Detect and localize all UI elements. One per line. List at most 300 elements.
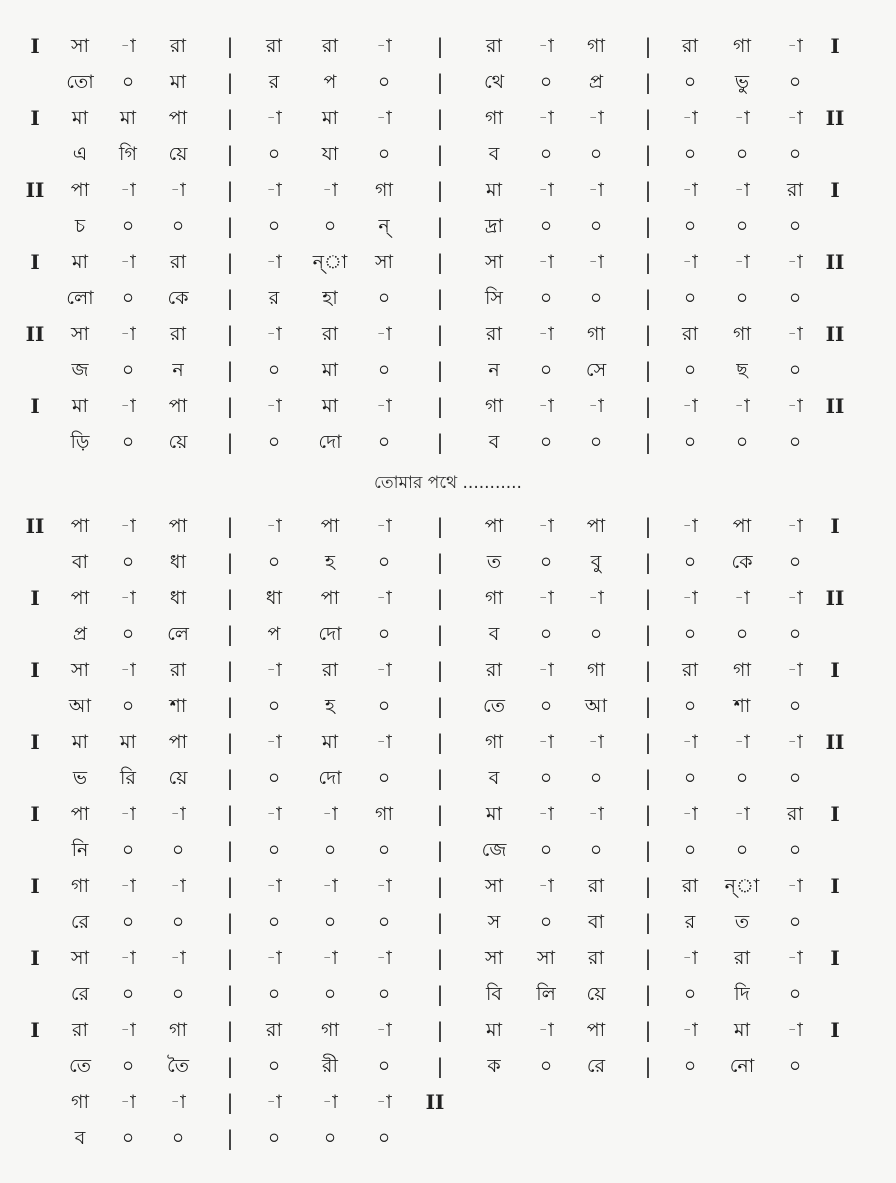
swara-note: মা: [321, 107, 339, 129]
lyric-syllable: ০: [539, 551, 553, 573]
swara-note: গা: [321, 1019, 339, 1041]
swara-note: -া: [120, 1019, 136, 1041]
swara-note: -া: [376, 731, 392, 753]
lyric-syllable: লো: [66, 287, 94, 309]
lyric-syllable: বা: [71, 551, 89, 573]
start-barline-mark: I: [30, 730, 40, 754]
swara-note: মা: [119, 731, 137, 753]
lyric-syllable: রী: [322, 1055, 338, 1077]
swara-note: গা: [375, 803, 393, 825]
swara-note: -া: [682, 731, 698, 753]
beat-divider: |: [226, 622, 234, 646]
lyric-syllable: ০: [377, 551, 391, 573]
swara-note: -া: [266, 731, 282, 753]
swara-note: -া: [538, 515, 554, 537]
lyric-syllable: থে: [483, 71, 504, 93]
beat-divider: |: [644, 838, 652, 862]
lyric-syllable: ০: [788, 695, 802, 717]
end-barline-mark: I: [830, 802, 840, 826]
swara-note: -া: [787, 515, 803, 537]
beat-divider: |: [644, 1018, 652, 1042]
swara-note: মা: [321, 731, 339, 753]
swara-note: রা: [734, 947, 750, 969]
beat-divider: |: [436, 106, 444, 130]
start-barline-mark: I: [30, 658, 40, 682]
beat-divider: |: [436, 802, 444, 826]
lyric-syllable: ০: [121, 1127, 135, 1149]
swara-note: -া: [538, 107, 554, 129]
beat-divider: |: [226, 106, 234, 130]
lyric-syllable: ০: [121, 359, 135, 381]
lyric-syllable: ০: [267, 143, 281, 165]
swara-note: -া: [322, 947, 338, 969]
swara-note: -া: [120, 251, 136, 273]
swara-note: -া: [734, 731, 750, 753]
swara-note: পা: [168, 107, 188, 129]
beat-divider: |: [644, 586, 652, 610]
lyric-line: [0, 976, 896, 1012]
notation-line: [0, 1012, 896, 1048]
beat-divider: |: [644, 694, 652, 718]
beat-divider: |: [226, 586, 234, 610]
lyric-syllable: ০: [589, 431, 603, 453]
lyric-syllable: ০: [377, 623, 391, 645]
lyric-syllable: ০: [735, 287, 749, 309]
swara-note: গা: [375, 179, 393, 201]
beat-divider: |: [226, 394, 234, 418]
lyric-syllable: ০: [589, 143, 603, 165]
swara-note: -া: [538, 395, 554, 417]
lyric-syllable: ভ: [72, 767, 88, 789]
beat-divider: |: [436, 694, 444, 718]
swara-note: -া: [588, 251, 604, 273]
section-heading: তোমার পথে ...........: [374, 473, 522, 493]
swara-note: মা: [71, 107, 89, 129]
end-barline-mark: II: [825, 322, 845, 346]
lyric-syllable: রে: [70, 911, 90, 933]
lyric-syllable: ০: [323, 1127, 337, 1149]
beat-divider: |: [644, 1054, 652, 1078]
swara-note: সা: [536, 947, 556, 969]
beat-divider: |: [644, 730, 652, 754]
swara-note: -া: [787, 587, 803, 609]
beat-divider: |: [436, 70, 444, 94]
lyric-syllable: ০: [121, 623, 135, 645]
beat-divider: |: [226, 250, 234, 274]
lyric-syllable: ড়ি: [70, 431, 90, 453]
beat-divider: |: [436, 838, 444, 862]
beat-divider: |: [436, 358, 444, 382]
lyric-syllable: রে: [586, 1055, 606, 1077]
swara-note: সা: [70, 659, 90, 681]
swara-note: -া: [266, 875, 282, 897]
start-barline-mark: I: [30, 250, 40, 274]
swara-note: -া: [787, 875, 803, 897]
lyric-syllable: ০: [539, 1055, 553, 1077]
lyric-syllable: ০: [788, 287, 802, 309]
beat-divider: |: [644, 982, 652, 1006]
lyric-syllable: ০: [121, 551, 135, 573]
lyric-syllable: বা: [587, 911, 605, 933]
lyric-syllable: ০: [683, 359, 697, 381]
swara-note: গা: [587, 35, 605, 57]
lyric-syllable: ০: [539, 359, 553, 381]
beat-divider: |: [644, 622, 652, 646]
lyric-syllable: দো: [318, 767, 342, 789]
swara-note: -া: [322, 875, 338, 897]
beat-divider: |: [226, 874, 234, 898]
lyric-syllable: ০: [377, 911, 391, 933]
beat-divider: |: [644, 250, 652, 274]
swara-note: মা: [485, 1019, 503, 1041]
lyric-syllable: ০: [171, 911, 185, 933]
swara-note: -া: [266, 803, 282, 825]
swara-note: ধা: [265, 587, 283, 609]
lyric-syllable: র: [268, 287, 280, 309]
beat-divider: |: [226, 802, 234, 826]
lyric-syllable: হ: [325, 695, 335, 717]
swara-note: গা: [169, 1019, 187, 1041]
start-barline-mark: I: [30, 1018, 40, 1042]
lyric-syllable: দি: [734, 983, 750, 1005]
notation-line: [0, 316, 896, 352]
swara-note: -া: [170, 179, 186, 201]
beat-divider: |: [436, 658, 444, 682]
lyric-syllable: ০: [267, 911, 281, 933]
start-barline-mark: II: [25, 322, 45, 346]
notation-line: [0, 580, 896, 616]
beat-divider: |: [436, 622, 444, 646]
swara-note: -া: [682, 803, 698, 825]
swara-note: -া: [682, 587, 698, 609]
swara-note: -া: [376, 107, 392, 129]
lyric-syllable: কে: [731, 551, 753, 573]
lyric-syllable: ০: [683, 983, 697, 1005]
lyric-syllable: চ: [74, 215, 86, 237]
lyric-syllable: দো: [318, 623, 342, 645]
swara-note: -া: [322, 1091, 338, 1113]
swara-note: -া: [588, 395, 604, 417]
lyric-line: [0, 1120, 896, 1156]
swara-note: ন্া: [312, 251, 348, 273]
lyric-syllable: ০: [683, 143, 697, 165]
lyric-syllable: ব: [488, 623, 500, 645]
swara-note: রা: [266, 1019, 282, 1041]
swara-note: -া: [538, 35, 554, 57]
swara-note: -া: [588, 803, 604, 825]
swara-note: পা: [168, 395, 188, 417]
beat-divider: |: [644, 322, 652, 346]
swara-note: রা: [588, 947, 604, 969]
swara-note: রা: [72, 1019, 88, 1041]
lyric-syllable: ০: [788, 215, 802, 237]
lyric-syllable: ০: [539, 287, 553, 309]
swara-note: সা: [70, 323, 90, 345]
swara-note: গা: [587, 323, 605, 345]
lyric-syllable: নি: [71, 839, 89, 861]
lyric-syllable: র: [684, 911, 696, 933]
lyric-syllable: দ্রা: [484, 215, 504, 237]
notation-line: [0, 508, 896, 544]
beat-divider: |: [644, 874, 652, 898]
beat-divider: |: [226, 838, 234, 862]
swara-note: -া: [120, 323, 136, 345]
end-barline-mark: II: [825, 586, 845, 610]
start-barline-mark: I: [30, 874, 40, 898]
lyric-line: [0, 904, 896, 940]
swara-note: -া: [266, 659, 282, 681]
swara-note: -া: [120, 659, 136, 681]
lyric-syllable: ০: [589, 839, 603, 861]
beat-divider: |: [226, 946, 234, 970]
swara-note: -া: [322, 803, 338, 825]
swara-note: -া: [538, 251, 554, 273]
lyric-syllable: ০: [267, 359, 281, 381]
lyric-syllable: শা: [169, 695, 187, 717]
swara-note: মা: [71, 251, 89, 273]
beat-divider: |: [644, 358, 652, 382]
beat-divider: |: [226, 70, 234, 94]
lyric-syllable: ০: [683, 767, 697, 789]
swara-note: -া: [120, 875, 136, 897]
beat-divider: |: [644, 178, 652, 202]
beat-divider: |: [226, 766, 234, 790]
lyric-line: [0, 760, 896, 796]
beat-divider: |: [436, 286, 444, 310]
lyric-syllable: তৈ: [167, 1055, 189, 1077]
lyric-syllable: ০: [788, 767, 802, 789]
swara-note: -া: [588, 179, 604, 201]
swara-note: রা: [486, 659, 502, 681]
lyric-syllable: বি: [485, 983, 502, 1005]
lyric-syllable: রে: [70, 983, 90, 1005]
lyric-syllable: ০: [735, 143, 749, 165]
lyric-syllable: ০: [539, 143, 553, 165]
swara-note: সা: [484, 875, 504, 897]
lyric-syllable: ০: [171, 983, 185, 1005]
end-barline-mark: I: [830, 34, 840, 58]
swara-note: মা: [733, 1019, 751, 1041]
swara-note: -া: [588, 587, 604, 609]
lyric-syllable: আ: [584, 695, 608, 717]
start-barline-mark: I: [30, 586, 40, 610]
end-barline-mark: I: [830, 658, 840, 682]
start-barline-mark: II: [25, 178, 45, 202]
beat-divider: |: [644, 946, 652, 970]
lyric-syllable: য়ে: [586, 983, 606, 1005]
beat-divider: |: [226, 514, 234, 538]
swara-note: -া: [538, 803, 554, 825]
lyric-syllable: ০: [589, 215, 603, 237]
beat-divider: |: [226, 214, 234, 238]
swara-note: -া: [787, 251, 803, 273]
lyric-syllable: ০: [683, 1055, 697, 1077]
beat-divider: |: [226, 1090, 234, 1114]
lyric-syllable: ছ: [736, 359, 748, 381]
swara-note: মা: [321, 395, 339, 417]
swara-note: পা: [320, 587, 340, 609]
lyric-syllable: ০: [377, 1127, 391, 1149]
lyric-syllable: এ: [72, 143, 88, 165]
beat-divider: |: [644, 34, 652, 58]
lyric-syllable: প্র: [588, 71, 604, 93]
lyric-syllable: ০: [539, 767, 553, 789]
swara-note: -া: [266, 179, 282, 201]
swara-note: ন্া: [724, 875, 760, 897]
notation-line: [0, 1084, 896, 1120]
beat-divider: |: [436, 250, 444, 274]
lyric-syllable: ০: [267, 983, 281, 1005]
swara-note: পা: [70, 803, 90, 825]
swara-note: -া: [120, 395, 136, 417]
lyric-syllable: ০: [267, 431, 281, 453]
swara-note: -া: [682, 107, 698, 129]
lyric-syllable: ০: [589, 623, 603, 645]
lyric-syllable: ০: [267, 695, 281, 717]
beat-divider: |: [226, 178, 234, 202]
beat-divider: |: [644, 106, 652, 130]
lyric-syllable: ০: [788, 71, 802, 93]
lyric-syllable: ০: [377, 143, 391, 165]
swara-note: -া: [376, 1091, 392, 1113]
lyric-syllable: য়ে: [168, 143, 188, 165]
lyric-syllable: র: [268, 71, 280, 93]
lyric-syllable: ০: [788, 911, 802, 933]
swara-note: -া: [787, 35, 803, 57]
swara-note: রা: [486, 323, 502, 345]
lyric-syllable: ০: [121, 431, 135, 453]
beat-divider: |: [436, 514, 444, 538]
swara-note: সা: [484, 251, 504, 273]
lyric-syllable: গি: [119, 143, 137, 165]
notation-line: [0, 28, 896, 64]
lyric-syllable: ০: [589, 767, 603, 789]
swara-note: -া: [682, 179, 698, 201]
beat-divider: |: [644, 70, 652, 94]
beat-divider: |: [226, 430, 234, 454]
beat-divider: |: [226, 1126, 234, 1150]
lyric-syllable: ০: [735, 767, 749, 789]
lyric-syllable: ব: [488, 431, 500, 453]
lyric-syllable: ০: [377, 431, 391, 453]
swara-note: গা: [485, 107, 503, 129]
swara-note: -া: [682, 947, 698, 969]
end-barline-mark: I: [830, 946, 840, 970]
lyric-syllable: ০: [788, 359, 802, 381]
start-barline-mark: II: [25, 514, 45, 538]
swara-note: পা: [732, 515, 752, 537]
beat-divider: |: [226, 358, 234, 382]
swara-note: পা: [70, 515, 90, 537]
swara-note: গা: [71, 875, 89, 897]
swara-note: গা: [733, 35, 751, 57]
lyric-syllable: হা: [322, 287, 338, 309]
swara-note: পা: [484, 515, 504, 537]
swara-note: রা: [588, 875, 604, 897]
swara-note: -া: [734, 587, 750, 609]
swara-note: -া: [266, 107, 282, 129]
end-barline-mark: I: [830, 178, 840, 202]
beat-divider: |: [436, 178, 444, 202]
beat-divider: |: [436, 214, 444, 238]
swara-note: পা: [320, 515, 340, 537]
lyric-line: [0, 64, 896, 100]
lyric-syllable: ০: [788, 839, 802, 861]
lyric-syllable: ০: [121, 1055, 135, 1077]
beat-divider: |: [226, 982, 234, 1006]
end-barline-mark: II: [825, 394, 845, 418]
swara-note: মা: [119, 107, 137, 129]
lyric-syllable: ০: [539, 71, 553, 93]
swara-note: সা: [70, 35, 90, 57]
end-barline-mark: II: [825, 250, 845, 274]
notation-line: [0, 388, 896, 424]
lyric-syllable: ০: [267, 551, 281, 573]
swara-note: সা: [70, 947, 90, 969]
swara-note: -া: [376, 395, 392, 417]
beat-divider: |: [436, 142, 444, 166]
notation-line: [0, 100, 896, 136]
swara-note: রা: [486, 35, 502, 57]
swara-note: গা: [485, 731, 503, 753]
beat-divider: |: [226, 550, 234, 574]
lyric-syllable: ০: [267, 215, 281, 237]
beat-divider: |: [436, 586, 444, 610]
swara-note: রা: [322, 35, 338, 57]
beat-divider: |: [226, 694, 234, 718]
lyric-syllable: ০: [539, 911, 553, 933]
lyric-syllable: ০: [788, 143, 802, 165]
lyric-syllable: ০: [267, 839, 281, 861]
swara-note: -া: [787, 731, 803, 753]
notation-line: [0, 172, 896, 208]
lyric-line: [0, 616, 896, 652]
swara-note: -া: [266, 515, 282, 537]
lyric-syllable: ০: [377, 767, 391, 789]
lyric-syllable: ০: [323, 215, 337, 237]
swara-note: গা: [587, 659, 605, 681]
beat-divider: |: [226, 142, 234, 166]
end-barline-mark: II: [425, 1090, 445, 1114]
swara-note: পা: [586, 1019, 606, 1041]
lyric-syllable: ০: [267, 767, 281, 789]
end-barline-mark: I: [830, 1018, 840, 1042]
swara-note: -া: [170, 875, 186, 897]
lyric-syllable: ০: [323, 911, 337, 933]
swara-note: রা: [170, 323, 186, 345]
beat-divider: |: [226, 910, 234, 934]
notation-line: [0, 244, 896, 280]
notation-line: [0, 868, 896, 904]
beat-divider: |: [644, 514, 652, 538]
lyric-syllable: ০: [377, 839, 391, 861]
swara-note: -া: [170, 803, 186, 825]
beat-divider: |: [436, 34, 444, 58]
lyric-syllable: ০: [121, 215, 135, 237]
swara-note: রা: [787, 803, 803, 825]
lyric-syllable: সি: [485, 287, 503, 309]
lyric-line: [0, 208, 896, 244]
lyric-syllable: ন্: [378, 215, 390, 237]
swara-note: -া: [734, 107, 750, 129]
swara-note: মা: [485, 803, 503, 825]
beat-divider: |: [436, 730, 444, 754]
lyric-syllable: ত: [734, 911, 750, 933]
swara-note: রা: [322, 323, 338, 345]
lyric-syllable: ০: [735, 431, 749, 453]
lyric-syllable: জে: [481, 839, 507, 861]
swara-note: -া: [376, 659, 392, 681]
